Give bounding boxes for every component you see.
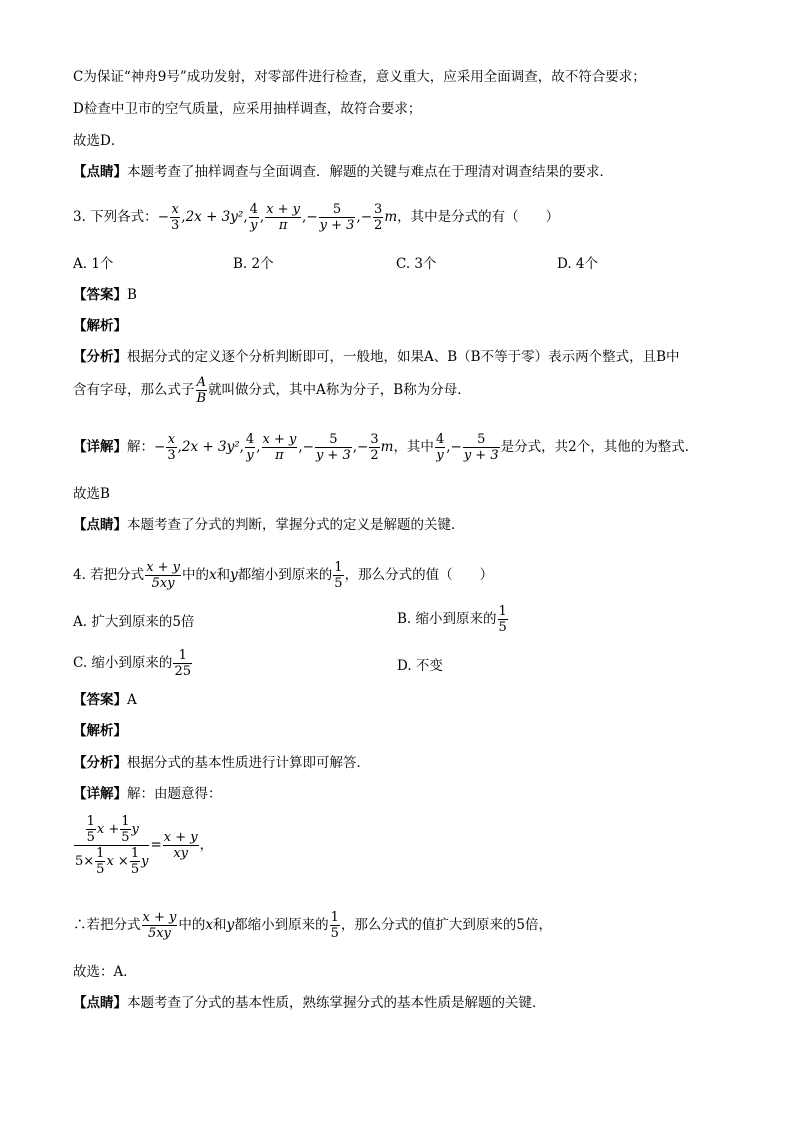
prev-comment [73,162,613,182]
prev-option-c-line: C为保证“神舟9号”成功发射，对零部件进行检查，意义重大，应采用全面调查，故不符合要求； [73,69,646,85]
fraction: $\frac{1}{5}$ [330,910,339,941]
q3-analysis-tag: 【解析】 [73,318,127,334]
q4-therefore: ∴若把分式 $\frac{x + y}{5xy}$ 中的x和y都缩小到原来的 $\frac{1}{5}$ ，那么分式的值扩大到原来的5倍， [73,910,552,941]
q4-analysis-tag: 【解析】 [73,723,127,739]
q4-fenxi: 【分析】根据分式的基本性质进行计算即可解答． [73,755,370,771]
fraction: $\frac{x + y}{5xy}$ [142,910,177,941]
q3-lead: 下列各式： [90,209,158,225]
fraction: $\frac{4}{y}$ [249,202,258,233]
fraction-a-over-b: $\frac{A}{B}$ [196,375,207,406]
q3-stem: 3. 下列各式：− $\frac{x}{3}$ ,2x + 3y², $\frac{4}{y}$ , $\frac{x + y}{\pi}$ ,− $\frac{5}{y + 3}$ ,− $\frac{3}{2}$ m，其中是分式的有（ ） [73,202,560,233]
q3-option-b: B. 2个 [233,256,274,272]
prev-conclusion: 故选D． [73,133,125,149]
fraction: $\frac{1}{5}$ [334,560,343,591]
q4-option-b: B. 缩小到原来的 $\frac{1}{5}$ [397,604,507,635]
q3-option-c: C. 3个 [396,256,437,272]
q3-answer [73,285,137,305]
q3-number: 3. [73,209,86,225]
fraction: $\frac{x}{3}$ [171,202,180,233]
prev-option-d-line: D检查中卫市的空气质量，应采用抽样调查，故符合要求； [73,101,422,117]
q4-answer: 【答案】A [73,692,137,708]
q3-conclusion: 故选B [73,486,110,502]
fraction: $\frac{3}{2}$ [370,432,379,463]
fraction: $\frac{x}{3}$ [167,432,176,463]
q4-detail: 【详解】解：由题意得： [73,786,222,802]
q3-detail: 【详解】解：− $\frac{x}{3}$ ,2x + 3y², $\frac{4}{y}$ , $\frac{x + y}{\pi}$ ,− $\frac{5}{y + 3}$ ,− $\frac{3}{2}$ m，其中 $\frac{4}{y}$ ,− $\frac{5}{y + 3}$ 是分式，共2个，其他的为整式． [73,432,699,463]
comment-text: 本题考查了抽样调查与全面调查．解题的关键与难点在于理清对调查结果的要求． [127,164,613,180]
fraction: $\frac{3}{2}$ [374,202,383,233]
detail-tag: 【详解】 [73,439,127,455]
fraction: $\frac{4}{y}$ [245,432,255,463]
q4-option-a: A. 扩大到原来的5倍 [73,614,195,630]
fraction: $\frac{5}{y + 3}$ [315,432,351,463]
q4-comment: 【点睛】本题考查了分式的基本性质，熟练掌握分式的基本性质是解题的关键． [73,995,546,1011]
fenxi-tag: 【分析】 [73,349,127,365]
q4-option-c: C. 缩小到原来的 $\frac{1}{25}$ [73,648,191,679]
answer-value: B [127,287,137,303]
q3-fenxi-line2: 含有字母，那么式子 $\frac{A}{B}$ 就叫做分式，其中A称为分子，B称为分母． [73,375,471,406]
answer-tag: 【答案】 [73,287,127,303]
q4-equation: $\frac{1}{5}$ x + $\frac{1}{5}$ y 5× $\frac{1}{5}$ x × $\frac{1}{5}$ y = $\frac{x + y}{xy}$ ， [75,814,214,877]
q3-comment: 【点睛】本题考查了分式的判断，掌握分式的定义是解题的关键． [73,517,465,533]
comment-tag: 【点睛】 [73,164,127,180]
q3-option-d: D. 4个 [557,256,599,272]
fraction: $\frac{5}{y + 3}$ [463,432,499,463]
q3-fenxi-line1: 【分析】根据分式的定义逐个分析判断即可，一般地，如果A、B（B不等于零）表示两个整式，且B中 [73,349,680,365]
q4-stem: 4. 若把分式 $\frac{x + y}{5xy}$ 中的x和y都缩小到原来的 $\frac{1}{5}$ ，那么分式的值（ ） [73,560,494,591]
q3-option-a: A. 1个 [73,256,114,272]
q4-number: 4. [73,567,86,583]
fraction: $\frac{x + y}{\pi}$ [262,432,297,463]
q4-conclusion: 故选：A． [73,964,137,980]
q4-option-d: D. 不变 [397,658,443,674]
compound-fraction: $\frac{1}{5}$ x + $\frac{1}{5}$ y 5× $\frac{1}{5}$ x × $\frac{1}{5}$ y [75,814,149,877]
fraction: $\frac{5}{y + 3}$ [319,202,355,233]
fraction: $\frac{x + y}{\pi}$ [266,202,301,233]
fraction: $\frac{1}{5}$ [498,604,507,635]
q3-tail: ，其中是分式的有（ ） [397,209,560,225]
fraction: $\frac{x + y}{xy}$ [163,830,198,861]
fraction: $\frac{x + y}{5xy}$ [146,560,181,591]
fraction: $\frac{4}{y}$ [435,432,445,463]
fraction: $\frac{1}{25}$ [174,648,191,679]
